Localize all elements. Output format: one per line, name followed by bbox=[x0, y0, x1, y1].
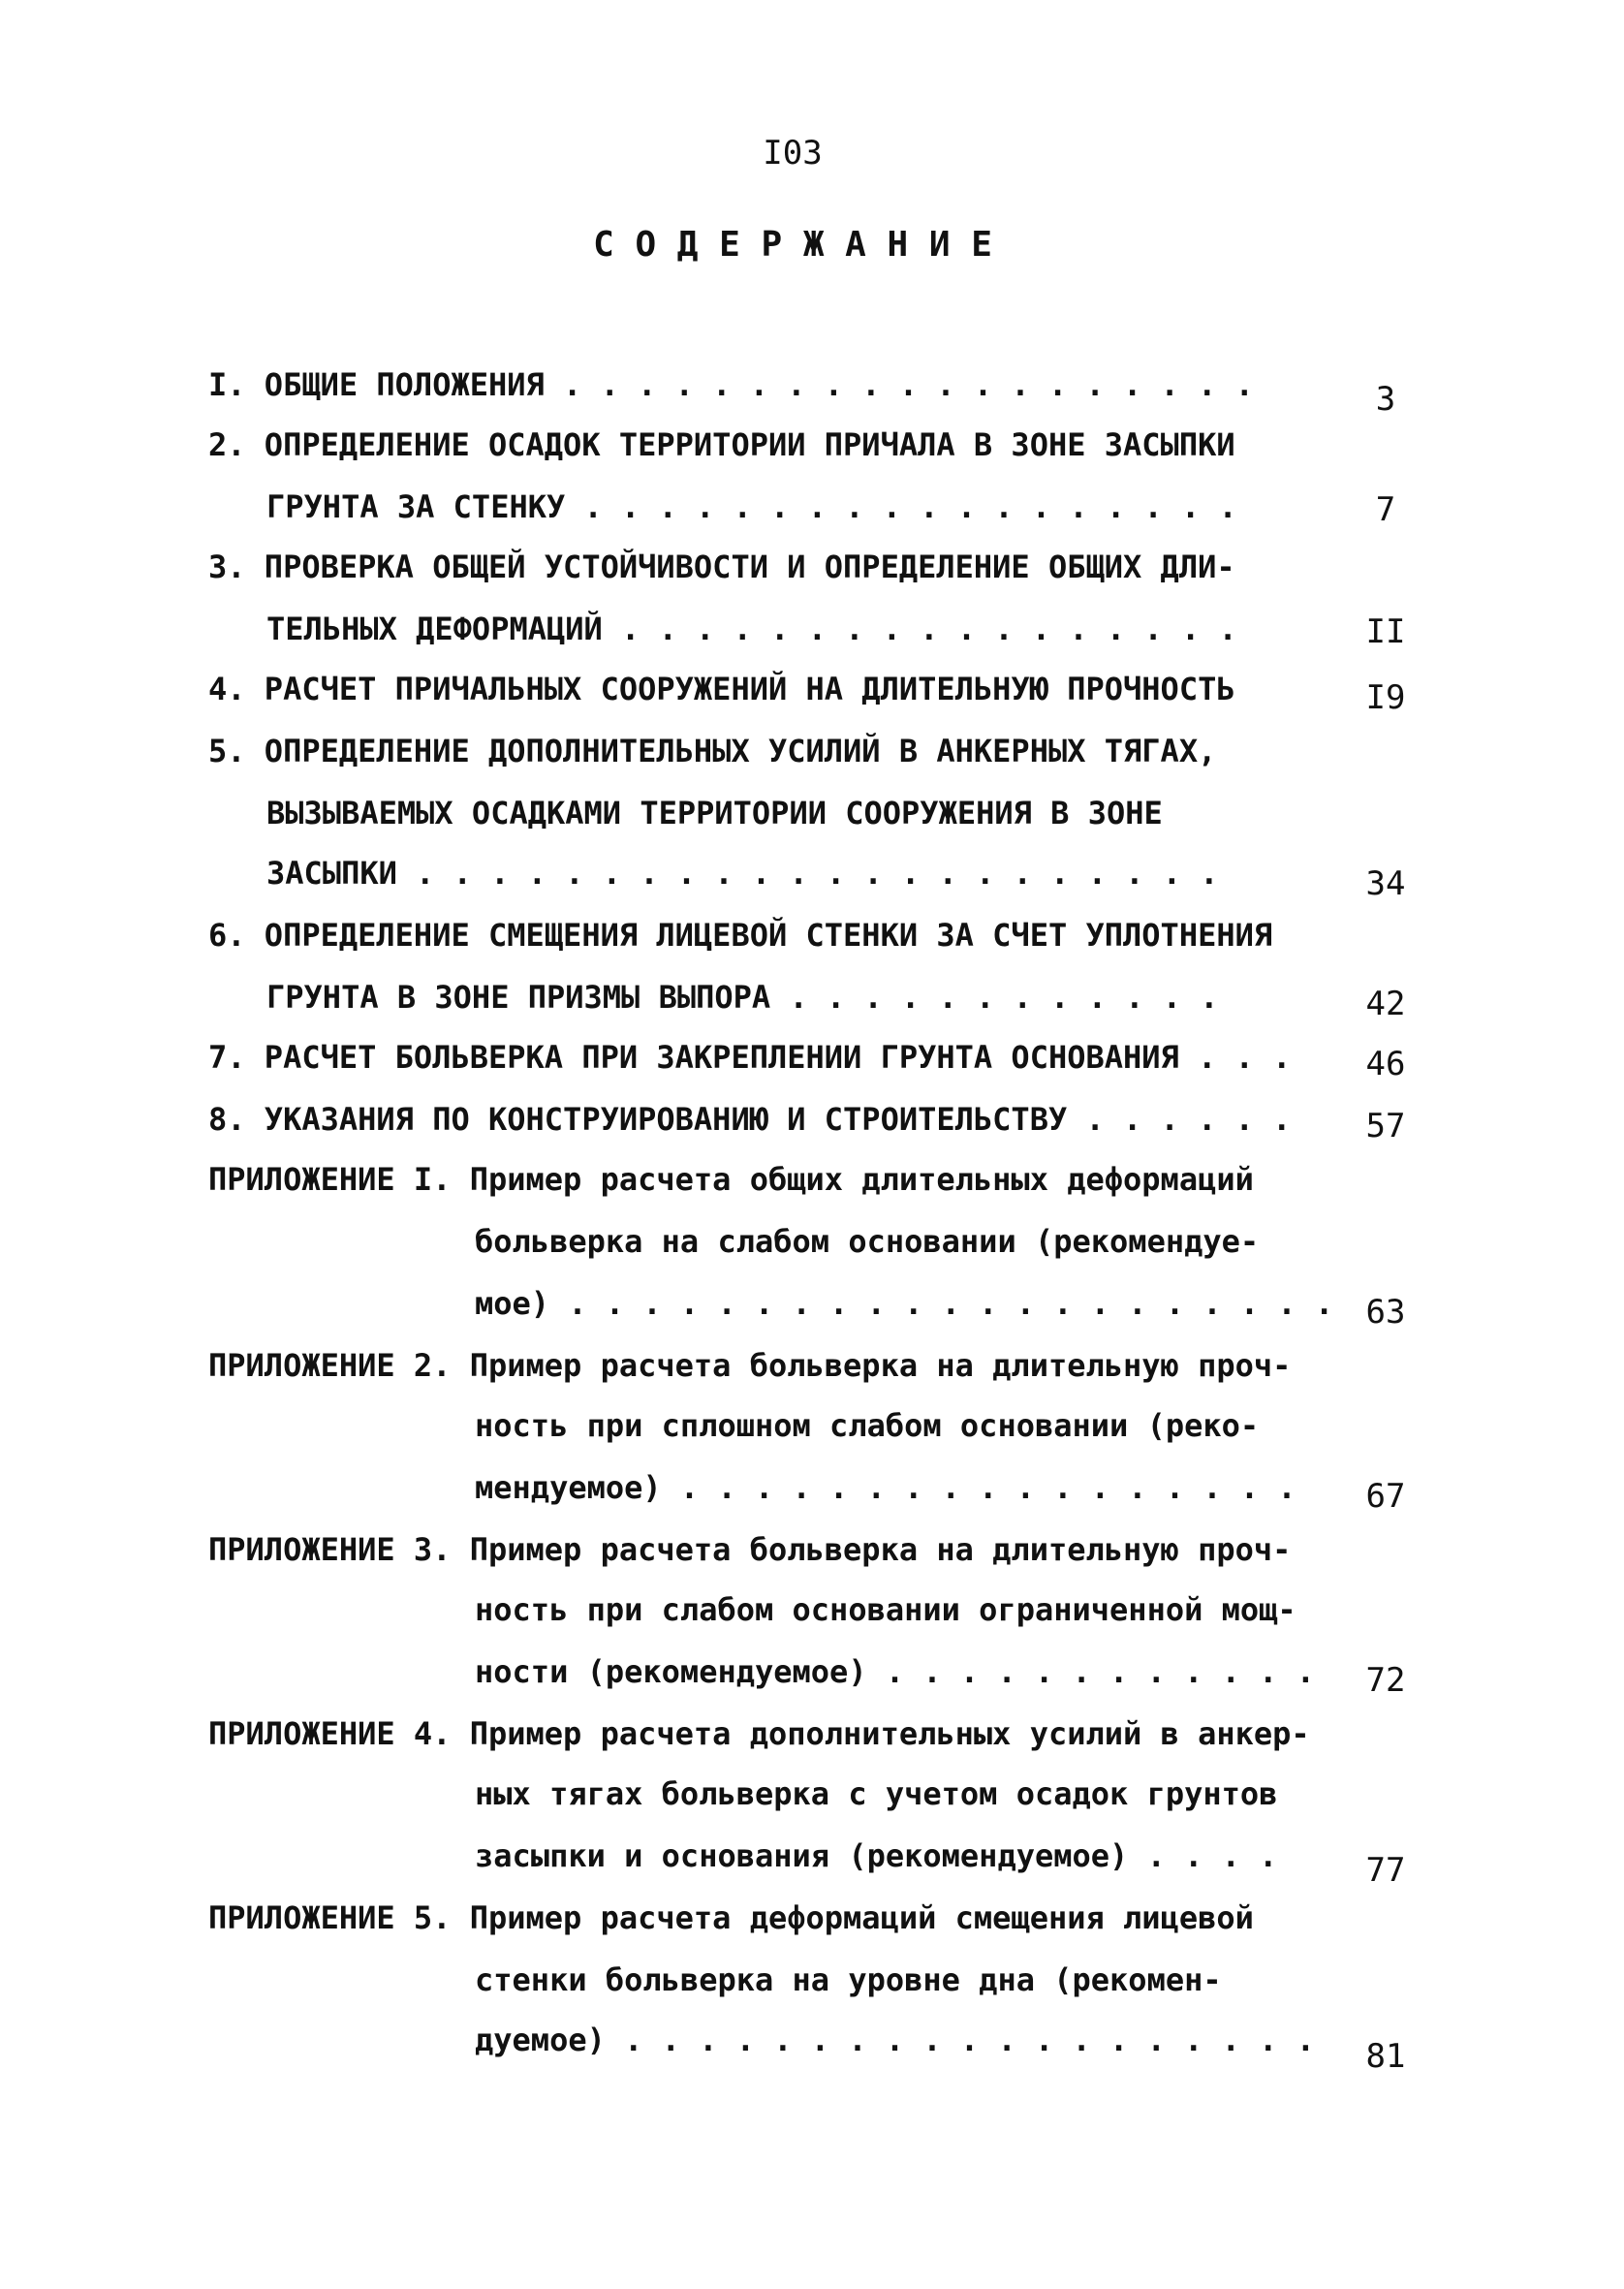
toc-line: 7. РАСЧЕТ БОЛЬВЕРКА ПРИ ЗАКРЕПЛЕНИИ ГРУНТА ОСНОВАНИЯ . . . bbox=[208, 1039, 1292, 1076]
toc-line: ГРУНТА ЗА СТЕНКУ . . . . . . . . . . . . . . . . . . bbox=[266, 488, 1237, 525]
toc-line: ПРИЛОЖЕНИЕ 3. Пример расчета больверка на длительную проч- bbox=[208, 1531, 1292, 1568]
toc-page-number: 72 bbox=[1365, 1661, 1406, 1700]
toc-line: мендуемое) . . . . . . . . . . . . . . . . . bbox=[475, 1469, 1296, 1506]
toc-page-number: 34 bbox=[1365, 864, 1406, 903]
toc-page-number: I9 bbox=[1365, 678, 1406, 717]
toc-line: дуемое) . . . . . . . . . . . . . . . . . . . bbox=[475, 2022, 1315, 2058]
page-number: I03 bbox=[763, 134, 823, 172]
page-title: С О Д Е Р Ж А Н И Е bbox=[593, 225, 992, 265]
toc-line: 4. РАСЧЕТ ПРИЧАЛЬНЫХ СООРУЖЕНИЙ НА ДЛИТЕЛЬНУЮ ПРОЧНОСТЬ bbox=[208, 671, 1235, 707]
toc-page-number: 77 bbox=[1365, 1851, 1406, 1890]
toc-line: I. ОБЩИЕ ПОЛОЖЕНИЯ . . . . . . . . . . . . . . . . . . . bbox=[208, 366, 1254, 403]
toc-page-number: 46 bbox=[1365, 1045, 1406, 1083]
toc-line: ных тягах больверка с учетом осадок грунтов bbox=[475, 1775, 1278, 1812]
toc-line: ПРИЛОЖЕНИЕ 2. Пример расчета больверка на длительную проч- bbox=[208, 1347, 1292, 1384]
toc-line: ГРУНТА В ЗОНЕ ПРИЗМЫ ВЫПОРА . . . . . . . . . . . . bbox=[266, 979, 1219, 1016]
toc-page-number: 67 bbox=[1365, 1477, 1406, 1516]
toc-page-number: 3 bbox=[1375, 380, 1396, 419]
toc-line: стенки больверка на уровне дна (рекомен- bbox=[475, 1961, 1222, 1998]
toc-line: засыпки и основания (рекомендуемое) . . . . bbox=[475, 1837, 1278, 1874]
toc-line: ности (рекомендуемое) . . . . . . . . . . . . bbox=[475, 1653, 1315, 1690]
toc-line: ПРИЛОЖЕНИЕ I. Пример расчета общих длительных деформаций bbox=[208, 1161, 1254, 1198]
toc-line: ПРИЛОЖЕНИЕ 5. Пример расчета деформаций смещения лицевой bbox=[208, 1899, 1254, 1936]
toc-line: ЗАСЫПКИ . . . . . . . . . . . . . . . . . . . . . . bbox=[266, 855, 1219, 892]
toc-line: ТЕЛЬНЫХ ДЕФОРМАЦИЙ . . . . . . . . . . . . . . . . . bbox=[266, 611, 1237, 647]
toc-page-number: 42 bbox=[1365, 985, 1406, 1023]
toc-line: мое) . . . . . . . . . . . . . . . . . . . . . bbox=[475, 1285, 1334, 1322]
toc-line: 2. ОПРЕДЕЛЕНИЕ ОСАДОК ТЕРРИТОРИИ ПРИЧАЛА В ЗОНЕ ЗАСЫПКИ bbox=[208, 426, 1235, 463]
toc-line: 8. УКАЗАНИЯ ПО КОНСТРУИРОВАНИЮ И СТРОИТЕЛЬСТВУ . . . . . . bbox=[208, 1101, 1292, 1138]
toc-line: ность при сплошном слабом основании (реко- bbox=[475, 1407, 1260, 1444]
toc-page-number: 81 bbox=[1365, 2037, 1406, 2076]
toc-page-number: 63 bbox=[1365, 1293, 1406, 1332]
toc-page-number: 7 bbox=[1375, 490, 1396, 529]
toc-line: ность при слабом основании ограниченной мощ- bbox=[475, 1591, 1296, 1628]
toc-line: 5. ОПРЕДЕЛЕНИЕ ДОПОЛНИТЕЛЬНЫХ УСИЛИЙ В АНКЕРНЫХ ТЯГАХ, bbox=[208, 733, 1217, 769]
toc-page-number: 57 bbox=[1365, 1107, 1406, 1145]
toc-line: больверка на слабом основании (рекомендуе- bbox=[475, 1223, 1260, 1260]
toc-line: ВЫЗЫВАЕМЫХ ОСАДКАМИ ТЕРРИТОРИИ СООРУЖЕНИЯ В ЗОНЕ bbox=[266, 795, 1163, 831]
toc-line: ПРИЛОЖЕНИЕ 4. Пример расчета дополнительных усилий в анкер- bbox=[208, 1715, 1310, 1752]
toc-page-number: II bbox=[1365, 612, 1406, 651]
toc-line: 3. ПРОВЕРКА ОБЩЕЙ УСТОЙЧИВОСТИ И ОПРЕДЕЛЕНИЕ ОБЩИХ ДЛИ- bbox=[208, 549, 1235, 585]
toc-line: 6. ОПРЕДЕЛЕНИЕ СМЕЩЕНИЯ ЛИЦЕВОЙ СТЕНКИ ЗА СЧЕТ УПЛОТНЕНИЯ bbox=[208, 917, 1273, 954]
